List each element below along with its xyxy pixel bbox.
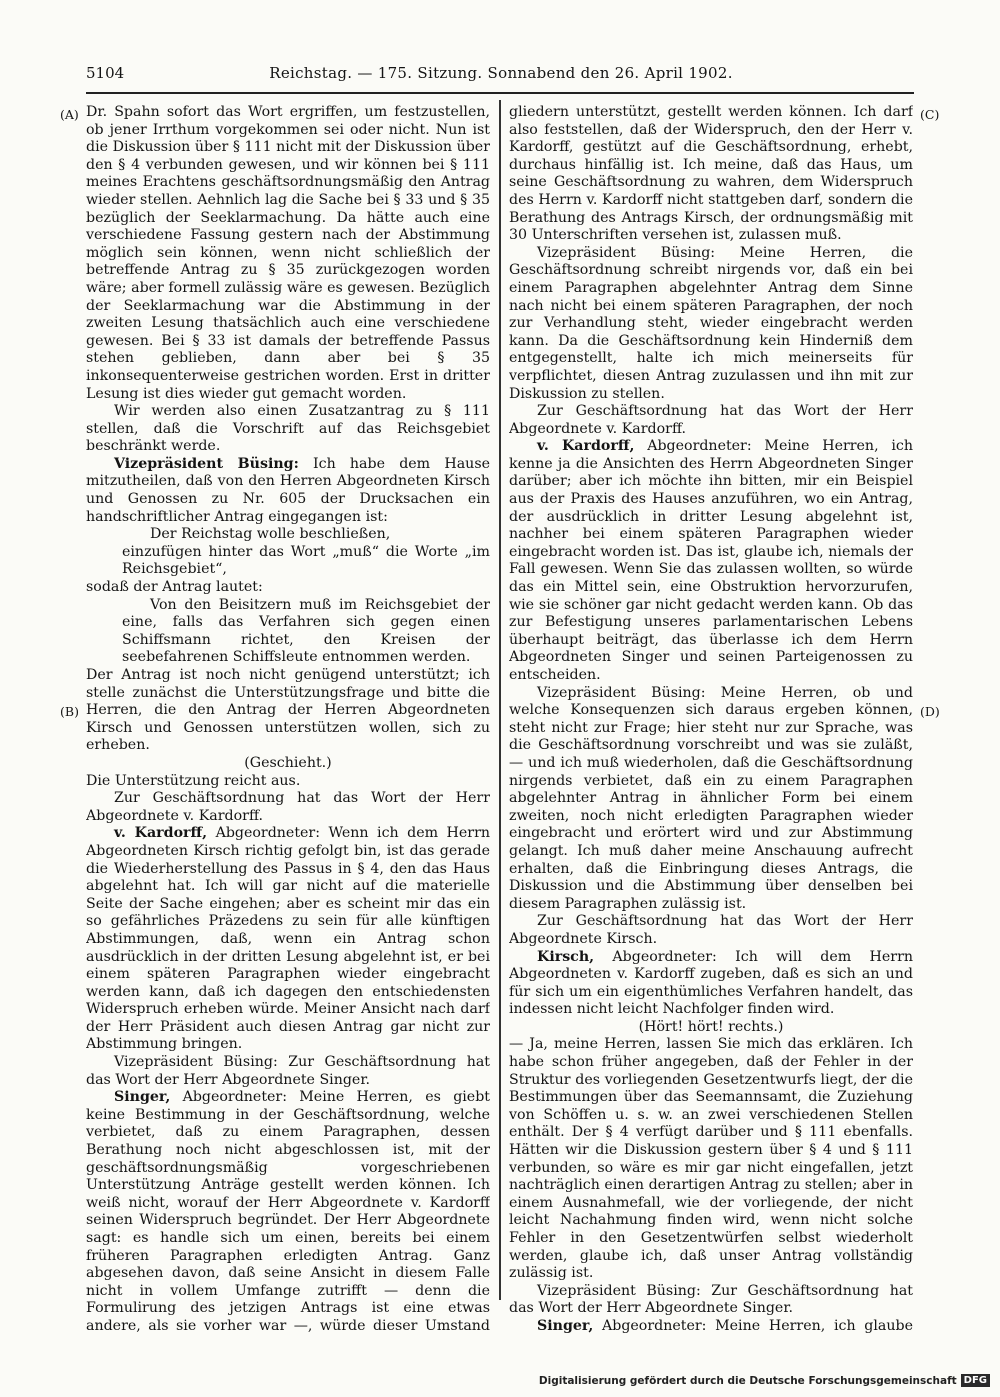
speech-text: Abgeordneter: Ich will dem Herrn Abgeordneten v. Kardorff zugeben, daß es sich an und für sich um ein eigenthümliches Verfahren handelt, das indessen nicht leicht Nachfolger finden wird. (509, 948, 913, 1018)
paragraph (509, 949, 913, 1019)
dfg-logo: DFG (961, 1374, 990, 1387)
margin-marker-d: (D) (920, 704, 940, 719)
credit-text: Digitalisierung gefördert durch die Deutsche Forschungsgemeinschaft (538, 1374, 957, 1387)
paragraph (86, 1089, 490, 1334)
paragraph: Die Unterstützung reicht aus. (86, 772, 301, 789)
header-rule (86, 92, 914, 94)
speaker-name: Vizepräsident Büsing: (114, 1054, 278, 1071)
speaker-name: Kirsch, (537, 948, 595, 965)
paragraph: Dr. Spahn sofort das Wort ergriffen, um festzustellen, ob jener Irrthum vorgekommen sei oder nicht. Nun ist die Diskussion über § 111 nicht mit der Diskussion über den § 4 verbunden gewesen, und wir können bei § 111 meines Erachtens geschäftsordnungsmäßig den Antrag wieder stellen. Aehnlich lag die Sache bei § 33 und § 35 bezüglich der Seeklarmachung. Da hätte auch eine verschiedene Fassung gestern nach der Abstimmung möglich sein können, wenn nicht schließlich der betreffende Antrag zu § 35 zurückgezogen worden wäre; aber formell zulässig wäre es gewesen. Bezüglich der Seeklarmachung war die Abstimmung in der zweiten Lesung thatsächlich auch eine verschiedene gewesen. Bei § 33 ist damals der betreffende Passus stehen geblieben, dann aber bei § 35 inkonsequenterweise gestrichen worden. Erst in dritter Lesung ist dies wieder gut gemacht worden. (86, 104, 490, 402)
speech-text: Zur Geschäftsordnung hat das Wort der Herr Abgeordnete Singer. (86, 1054, 490, 1088)
paragraph: Der Antrag ist noch nicht genügend unterstützt; ich stelle zunächst die Unterstützungsfrage und bitte die Herren, die den Antrag der Herren Abgeordneten Kirsch und Genossen unterstützen wollen, sich zu erheben. (86, 667, 490, 754)
paragraph (509, 245, 913, 403)
speech-text: Meine Herren, die Geschäftsordnung schreibt nirgends vor, daß ein bei einem Paragraphen abgelehnter Antrag dem Sinne nach nicht bei einem späteren Paragraphen, der noch zur Verhandlung steht, wieder eingebracht werden kann. Da die Geschäftsordnung kein Hinderniß dem entgegenstellt, halte ich mich meinerseits für verpflichtet, diesen Antrag zuzulassen und ihn mit zur Diskussion zu stellen. (509, 244, 913, 402)
paragraph (86, 825, 490, 1054)
quotation: einzufügen hinter das Wort „muß“ die Worte „im Reichsgebiet“, (122, 543, 490, 578)
column-rule (499, 100, 501, 1300)
speech-text: Abgeordneter: Wenn ich dem Herrn Abgeordneten Kirsch richtig gefolgt bin, ist das gerade die Wiederherstellung des Passus in § 4, den das Haus abgelehnt hat. Ich will gar nicht auf die materielle Seite der Sache eingehen; aber es scheint mir das ein so gefährliches Präzedens zu sein für alle künftigen Abstimmungen, daß, wenn ein Antrag schon ausdrücklich in der dritten Lesung abgelehnt ist, er bei einem späteren Paragraphen wieder eingebracht werden kann, daß ich dagegen den entschiedensten Widerspruch erheben würde. Meiner Ansicht nach darf der Herr Präsident auch diesen Antrag gar nicht zur Abstimmung bringen. (86, 825, 490, 1053)
digitization-credit (539, 1374, 990, 1387)
paragraph (86, 1054, 490, 1089)
speaker-name: Singer, (537, 1317, 594, 1334)
running-head: Reichstag. — 175. Sitzung. Sonnabend den 26. April 1902. (269, 64, 733, 82)
speech-text: Meine Herren, ob und welche Konsequenzen sich daraus ergeben können, steht nicht zur Frage; hier steht nur zur Sprache, was die Geschäftsordnung vorschreibt und was sie zuläßt, — und ich muß wiederholen, daß die Geschäftsordnung nirgends verbietet, daß ein zu einem Paragraphen abgelehnter Antrag in ähnlicher Form bei einem zweiten, noch nicht erledigten Paragraphen wieder eingebracht und erörtert wird und zur Abstimmung gelangt. Ich muß daher meine Anschauung aufrecht erhalten, daß die Einbringung dieses Antrags, die Diskussion und die Abstimmung über denselben bei diesem Paragraphen zulässig ist. (509, 684, 913, 912)
paragraph: Wir werden also einen Zusatzantrag zu § 111 stellen, daß die Vorschrift auf das Reichsgebiet beschränkt werde. (86, 403, 490, 455)
paragraph (509, 1318, 913, 1334)
paragraph (86, 456, 490, 526)
paragraph: gliedern unterstützt, gestellt werden können. Ich darf also feststellen, daß der Widerspruch, den der Herr v. Kardorff, gestützt auf die Geschäftsordnung, erhebt, durchaus hinfällig ist. Ich meine, daß das Haus, um seine Geschäftsordnung zu wahren, dem Widerspruch des Herrn v. Kardorff nicht stattgeben darf, sondern die Berathung des Antrags Kirsch, der ordnungsmäßig mit 30 Unterschriften versehen ist, zulassen muß. (509, 104, 913, 244)
speech-text: Ich habe dem Hause mitzutheilen, daß von den Herren Abgeordneten Kirsch und Genossen zu Nr. 605 der Drucksachen ein handschriftlicher Antrag eingegangen ist: (86, 455, 490, 525)
paragraph (509, 685, 913, 914)
speaker-name: Singer, (114, 1089, 171, 1106)
page-number: 5104 (86, 64, 125, 82)
stage-direction: (Geschieht.) (244, 754, 332, 771)
stage-direction: (Hört! hört! rechts.) (638, 1018, 784, 1035)
margin-marker-a: (A) (60, 107, 79, 122)
paragraph (509, 1283, 913, 1318)
speaker-name: Vizepräsident Büsing: (537, 1282, 701, 1299)
paragraph: sodaß der Antrag lautet: (86, 579, 263, 596)
speaker-name: v. Kardorff, (114, 825, 208, 842)
right-column (509, 104, 913, 1334)
page-header (86, 64, 916, 88)
margin-marker-b: (B) (60, 704, 79, 719)
paragraph: Zur Geschäftsordnung hat das Wort der Herr Abgeordnete v. Kardorff. (509, 403, 913, 437)
speaker-name: Vizepräsident Büsing: (114, 455, 299, 472)
speech-text: Abgeordneter: Meine Herren, ich glaube (602, 1317, 913, 1334)
paragraph: Zur Geschäftsordnung hat das Wort der Herr Abgeordnete Kirsch. (509, 913, 913, 947)
quotation: Von den Beisitzern muß im Reichsgebiet der eine, falls das Verfahren sich gegen einen Schiffsmann richtet, den Kreisen der seebefahrenen Schiffsleute entnommen werden. (122, 596, 490, 666)
speech-text: Abgeordneter: Meine Herren, es giebt keine Bestimmung in der Geschäftsordnung, welche verbietet, daß zu einem Paragraphen, dessen Berathung noch nicht abgeschlossen ist, mit der geschäftsordnungsmäßig vorgeschriebenen Unterstützung Anträge gestellt werden können. Ich weiß nicht, worauf der Herr Abgeordnete v. Kardorff seinen Widerspruch begründet. Der Herr Abgeordnete sagt: es handle sich um einen, bereits bei einem früheren Paragraphen erledigten Antrag. Ganz abgesehen davon, daß seine Ansicht in diesem Falle nicht in vollem Umfange zutrifft — denn die Formulirung des jetzigen Antrags ist eine etwas andere, als sie vorher war —, würde dieser Umstand (86, 1089, 490, 1334)
paragraph (509, 438, 913, 684)
quotation: Der Reichstag wolle beschließen, (150, 526, 391, 543)
left-column (86, 104, 490, 1334)
speech-text: Zur Geschäftsordnung hat das Wort der Herr Abgeordnete Singer. (509, 1282, 913, 1317)
paragraph: Zur Geschäftsordnung hat das Wort der Herr Abgeordnete v. Kardorff. (86, 790, 490, 824)
speech-text: Abgeordneter: Meine Herren, ich kenne ja die Ansichten des Herrn Abgeordneten Singer darüber; aber ich möchte ihn bitten, mir ein Beispiel aus der Praxis des Hauses anzuführen, wo ein Antrag, der ausdrücklich in dritter Lesung abgelehnt ist, nachher bei einem späteren Paragraphen wieder eingebracht worden ist. Das ist, glaube ich, niemals der Fall gewesen. Wenn Sie das zulassen wollten, so würde das ein Mittel sein, eine Obstruktion hervorzurufen, wie sie schöner gar nicht gedacht werden kann. Ob das zur Befestigung unseres parlamentarischen Lebens überhaupt beiträgt, das überlasse ich dem Herrn Abgeordneten Singer und seinen Parteigenossen zu entscheiden. (509, 438, 913, 683)
paragraph: — Ja, meine Herren, lassen Sie mich das erklären. Ich habe schon früher angegeben, daß der Fehler in der Struktur des vorliegenden Gesetzentwurfs liegt, der die Bestimmungen über das Seemannsamt, die Zuziehung von Schöffen u. s. w. an zwei verschiedenen Stellen enthält. Der § 4 verfügt darüber und § 111 ebenfalls. Hätten wir die Diskussion gestern über § 4 und § 111 verbunden, so wäre es mir gar nicht eingefallen, jetzt nachträglich einen derartigen Antrag zu stellen; aber in einem Ausnahmefall, wie der vorliegende, der nicht leicht Nachahmung finden wird, wenn nicht solche Fehler in den Gesetzentwürfen selbst wiederholt werden, glaube ich, daß unser Antrag vollständig zulässig ist. (509, 1036, 913, 1282)
speaker-name: v. Kardorff, (537, 438, 635, 455)
speaker-name: Vizepräsident Büsing: (537, 684, 706, 701)
speaker-name: Vizepräsident Büsing: (537, 244, 716, 261)
margin-marker-c: (C) (920, 107, 940, 122)
